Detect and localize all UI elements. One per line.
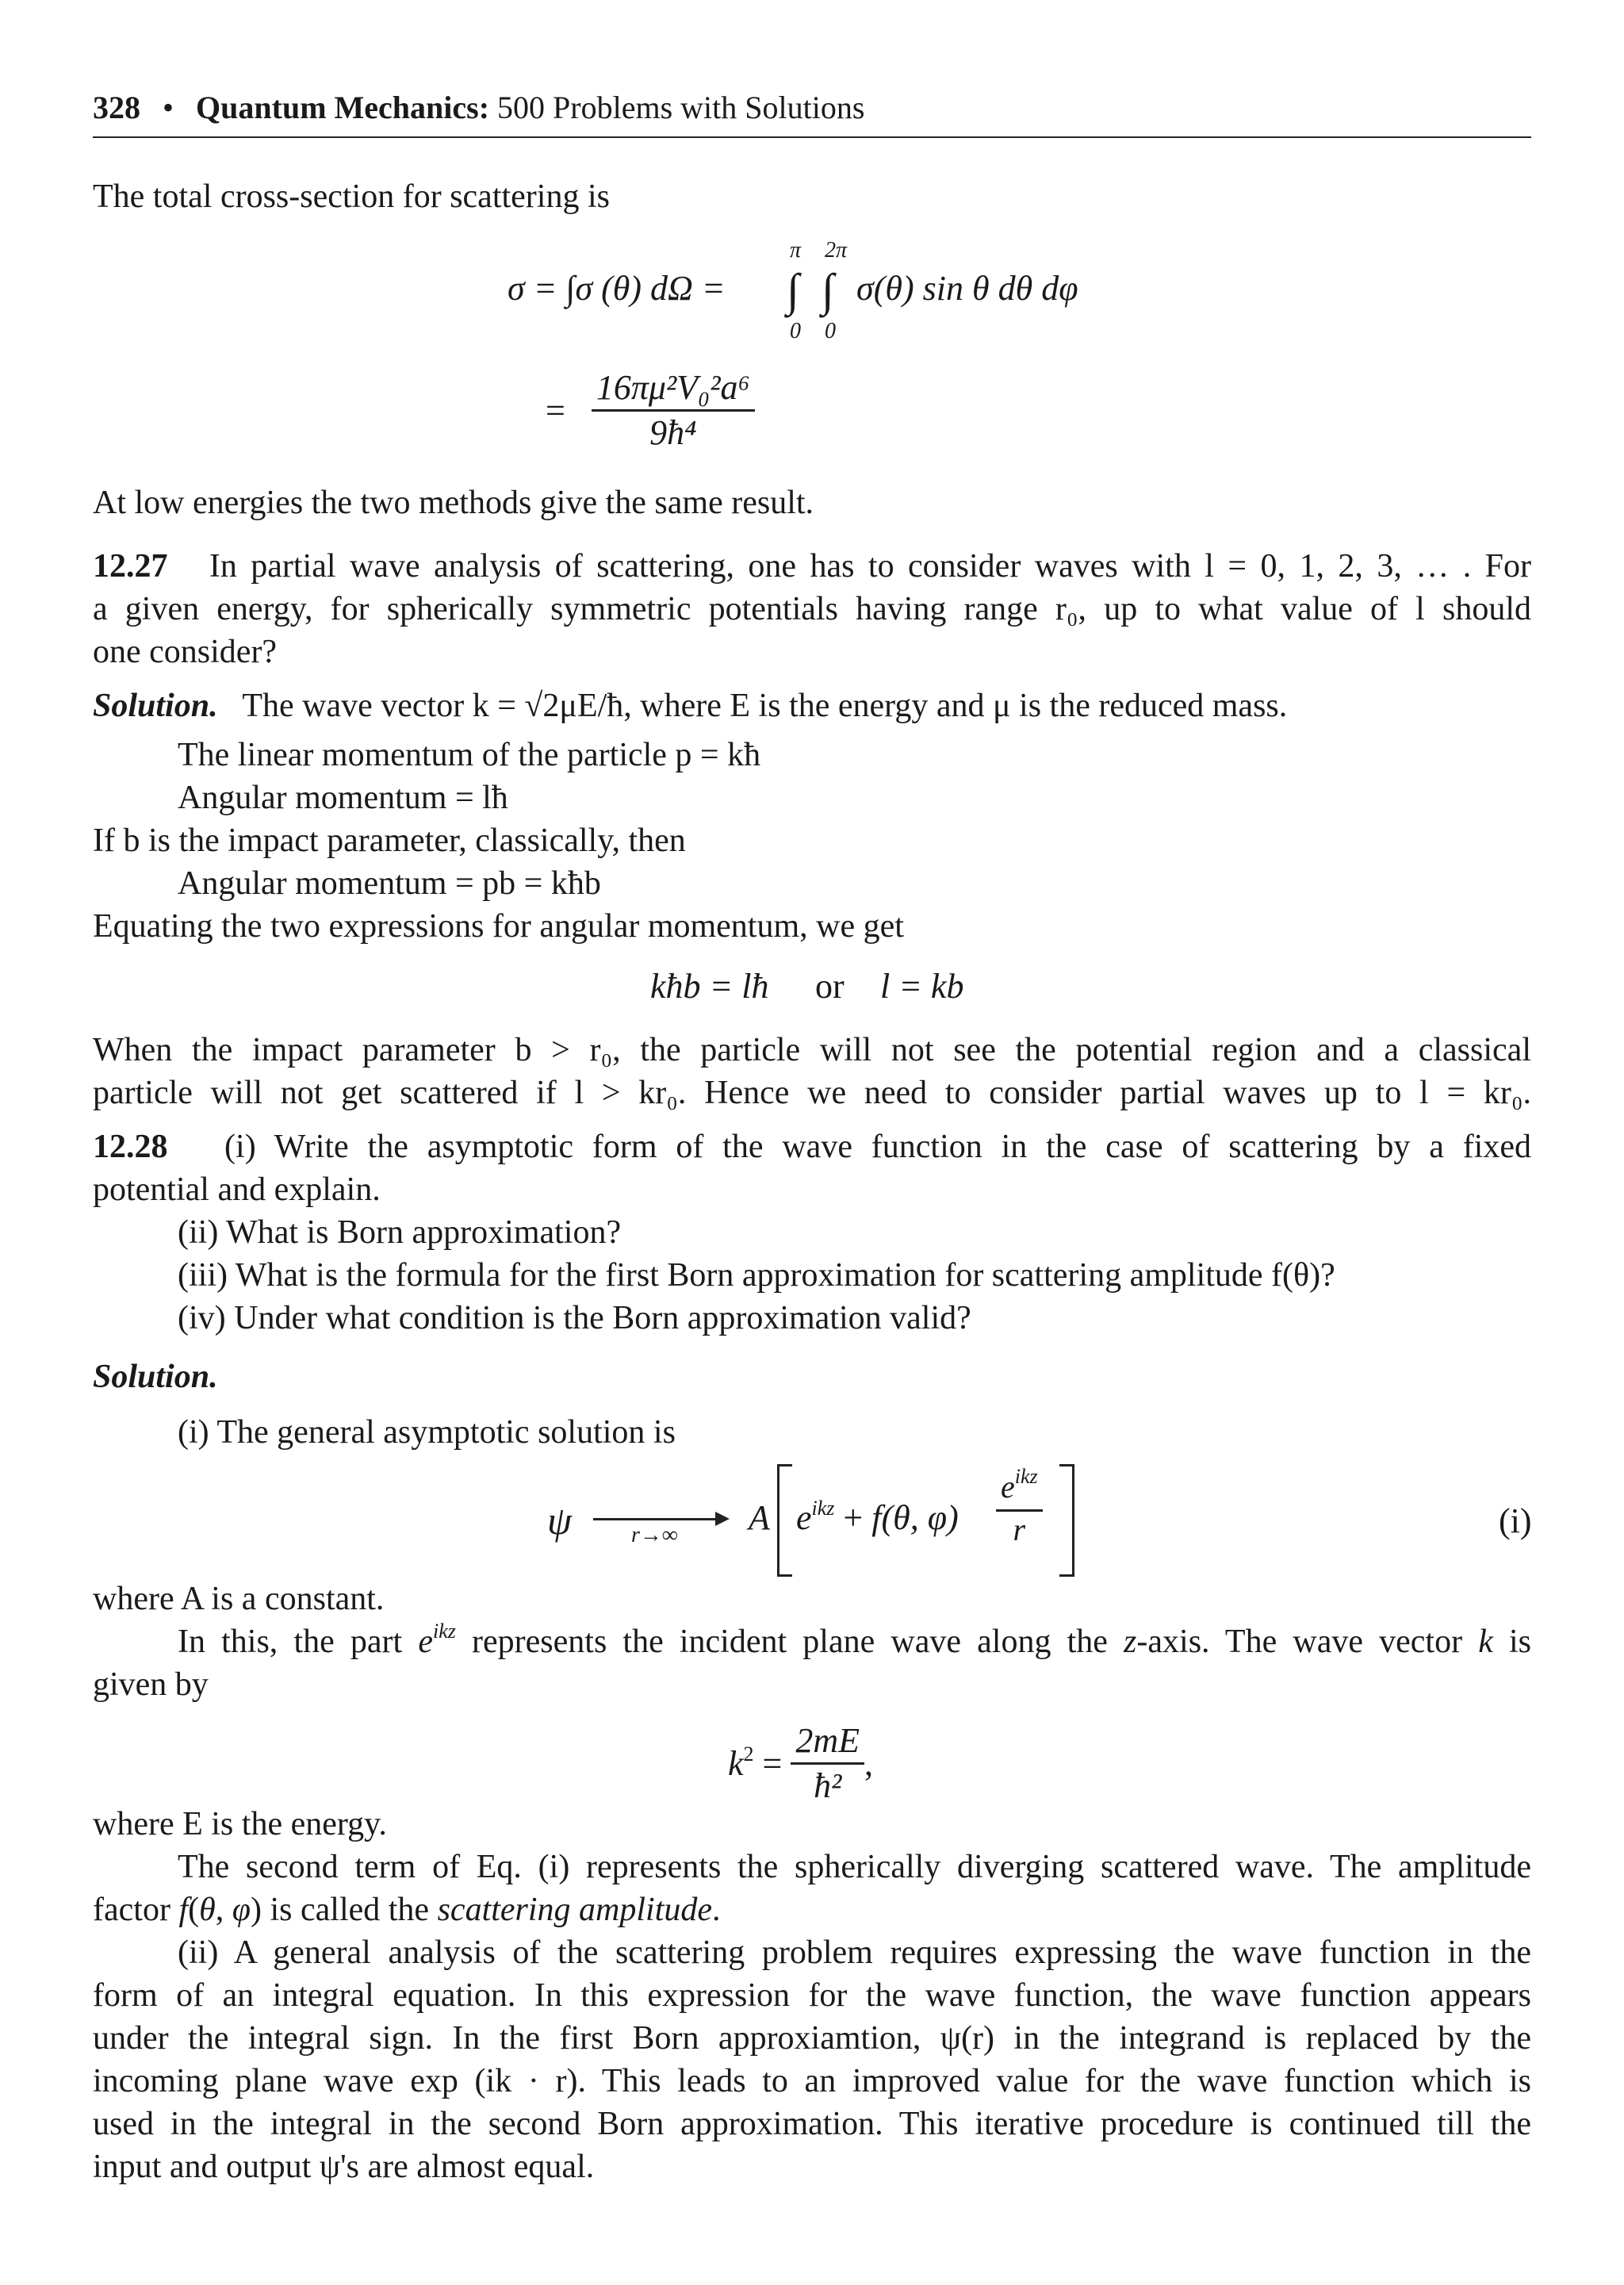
born-line-6: input and output ψ's are almost equal. xyxy=(93,2149,595,2185)
born-line-2: form of an integral equation. In this expression for the wave function, the wave function appears xyxy=(93,1977,1531,2014)
second-term-line-2: factor f(θ, φ) is called the scattering amplitude. xyxy=(93,1892,721,1928)
header-bullet: • xyxy=(163,90,174,125)
born-line-4: incoming plane wave exp (ik · r). This leads to an improved value for the wave function which is xyxy=(93,2063,1531,2099)
solution-2-i: (i) The general asymptotic solution is xyxy=(178,1414,676,1451)
running-header xyxy=(93,89,864,127)
eq-fraction: $\frac{e^{ikz}}{r}$ xyxy=(996,1469,1043,1548)
low-energy-text: At low energies the two methods give the same result. xyxy=(93,485,814,521)
header-rule xyxy=(93,136,1531,138)
solution-1-line-3: Angular momentum = lħ xyxy=(178,780,508,816)
problem-12-28-ii: (ii) What is Born approximation? xyxy=(178,1214,622,1251)
intro-text: The total cross-section for scattering is xyxy=(93,178,610,215)
int-lower-2: 0 xyxy=(825,319,836,343)
eq-bracket-content: $e^{ikz} + f(\theta$, φ) xyxy=(796,1497,959,1537)
integral-sign-2: ∫ xyxy=(822,264,834,316)
limit-arrow-shaft xyxy=(593,1518,720,1520)
int-lower-1: 0 xyxy=(790,319,801,343)
integral-sign-1: ∫ xyxy=(787,264,799,316)
solution-1-line-4: If b is the impact parameter, classically, then xyxy=(93,822,686,859)
book-title: Quantum Mechanics: xyxy=(196,90,490,125)
where-E-text: where E is the energy. xyxy=(93,1806,387,1842)
limit-arrow-head xyxy=(715,1512,730,1526)
problem-12-28-iii: (iii) What is the formula for the first Born approximation for scattering amplitude f(θ)? xyxy=(178,1257,1335,1294)
eq-k2: $k^2$ = $\frac{2mE}{\text{ħ²}}$ , xyxy=(728,1720,873,1808)
book-subtitle: 500 Problems with Solutions xyxy=(497,90,865,125)
solution-1-line-8: particle will not get scattered if l > kr₀. Hence we need to consider partial waves up to l = kr₀. xyxy=(93,1075,1531,1111)
solution-1-line-2: The linear momentum of the particle p = kħ xyxy=(178,737,761,773)
problem-12-28-line-1: 12.28 (i) Write the asymptotic form of the wave function in the case of scattering by a fixed xyxy=(93,1129,1531,1165)
page-number: 328 xyxy=(93,90,140,125)
born-line-3: under the integral sign. In the first Born approxiamtion, ψ(r) in the integrand is replaced by the xyxy=(93,2020,1531,2057)
solution-1-line-5: Angular momentum = pb = kħb xyxy=(178,865,601,902)
inthis-line-1: In this, the part $e^{ikz}$ represents the incident plane wave along the z-axis. The wave vector k is xyxy=(178,1620,1532,1660)
problem-12-27-line-1: 12.27 In partial wave analysis of scattering, one has to consider waves with l = 0, 1, 2, 3, … . For xyxy=(93,548,1531,585)
solution-1-line-1: Solution. The wave vector k = √2μE/ħ, where E is the energy and μ is the reduced mass. xyxy=(93,688,1288,724)
eq-sigma-lhs: σ = ∫σ (θ) dΩ = xyxy=(508,269,726,308)
born-line-1: (ii) A general analysis of the scattering problem requires expressing the wave function in the xyxy=(178,1934,1531,1971)
problem-12-27-line-3: one consider? xyxy=(93,634,278,670)
eq-k2-num: 2mE xyxy=(791,1720,864,1765)
solution-label: Solution. xyxy=(93,688,218,724)
eq-khb: kħb = lħ xyxy=(650,967,769,1006)
solution-1-line-7: When the impact parameter b > r₀, the particle will not see the potential region and a classical xyxy=(93,1032,1531,1068)
eq-frac-den: r xyxy=(1013,1512,1026,1547)
eq-l-kb: l = kb xyxy=(880,967,964,1006)
int-upper-2: 2π xyxy=(825,238,848,263)
eq-result: = $\frac{\text{16πμ²V₀²a⁶}}{\text{9ħ⁴}}$ xyxy=(546,366,755,454)
int-upper-1: π xyxy=(790,238,802,263)
problem-number: 12.27 xyxy=(93,548,168,585)
eq-or: or xyxy=(815,967,845,1006)
inthis-line-2: given by xyxy=(93,1666,209,1703)
solution-1-line-6: Equating the two expressions for angular momentum, we get xyxy=(93,908,904,945)
problem-number: 12.28 xyxy=(93,1129,168,1165)
eq-result-numerator: 16πμ²V₀²a⁶ xyxy=(592,366,755,412)
left-bracket xyxy=(777,1464,792,1577)
right-bracket xyxy=(1059,1464,1074,1577)
eq-A: A xyxy=(749,1498,770,1537)
solution-2-label: Solution. xyxy=(93,1359,218,1395)
problem-12-28-iv: (iv) Under what condition is the Born approximation valid? xyxy=(178,1300,971,1336)
born-line-5: used in the integral in the second Born approximation. This iterative procedure is continued till the xyxy=(93,2106,1531,2142)
eq-arrow-limit: r→∞ xyxy=(631,1523,678,1547)
problem-12-28-line-2: potential and explain. xyxy=(93,1171,381,1208)
eq-k2-den: ħ² xyxy=(814,1766,842,1805)
second-term-line-1: The second term of Eq. (i) represents the spherically diverging scattered wave. The amplitude xyxy=(178,1849,1531,1885)
where-A-text: where A is a constant. xyxy=(93,1581,385,1617)
eq-psi: ψ xyxy=(547,1498,573,1543)
problem-12-27-line-2: a given energy, for spherically symmetric potentials having range r₀, up to what value of l should xyxy=(93,591,1531,627)
eq-sigma-rhs: σ(θ) sin θ dθ dφ xyxy=(856,269,1078,308)
eq-result-denominator: 9ħ⁴ xyxy=(649,413,697,452)
eq-label-i: (i) xyxy=(1499,1501,1532,1540)
